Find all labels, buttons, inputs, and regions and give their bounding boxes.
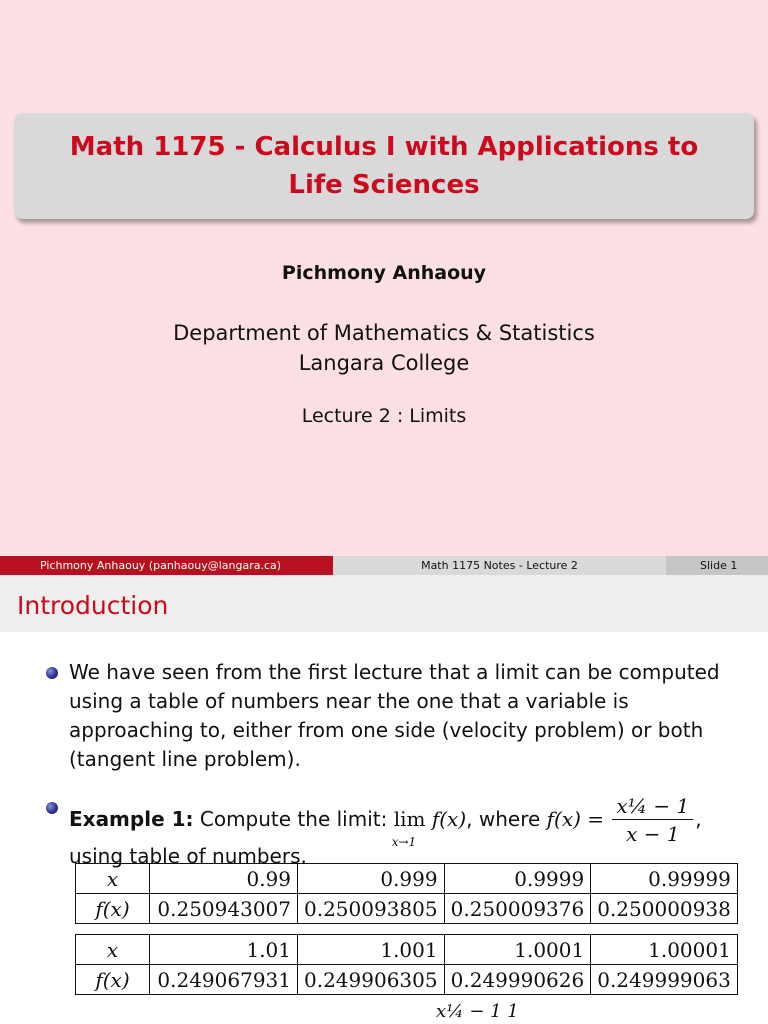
example-label: Example 1: bbox=[69, 807, 194, 831]
table-cell: 0.249067931 bbox=[150, 965, 298, 995]
slide-title: Math 1175 - Calculus I with Applications to Life Sciences bbox=[69, 132, 699, 200]
example-text: Compute the limit: bbox=[199, 807, 388, 831]
table-cell: 1.00001 bbox=[591, 935, 738, 965]
footer-course: Math 1175 Notes - Lecture 2 bbox=[333, 556, 666, 575]
table-cell: 0.249990626 bbox=[444, 965, 591, 995]
fraction bbox=[612, 793, 693, 848]
table-cell: 0.249999063 bbox=[591, 965, 738, 995]
slide-footer bbox=[0, 556, 768, 575]
table-row bbox=[76, 894, 738, 924]
table-cell: 0.250000938 bbox=[591, 894, 738, 924]
bullet-text-1: We have seen from the first lecture that a limit can be computed using a table of numbers near the one that a variable is approaching to, either from one side (velocity problem) or both (tangent line problem). bbox=[69, 660, 720, 771]
lim-subscript: x→1 bbox=[391, 835, 417, 849]
table-cell: 0.99 bbox=[150, 864, 298, 894]
fraction-numerator: x¼ − 1 bbox=[616, 794, 690, 818]
table-cell: 1.0001 bbox=[444, 935, 591, 965]
function-def: f(x) = bbox=[546, 807, 605, 831]
example-text-b: using table of numbers. bbox=[69, 844, 307, 868]
lim-function: f(x) bbox=[431, 807, 467, 831]
table-cell: 0.999 bbox=[298, 864, 445, 894]
table-cell: 0.250093805 bbox=[298, 894, 445, 924]
department: Department of Mathematics & Statistics bbox=[173, 321, 595, 345]
where-text: , where bbox=[466, 807, 541, 831]
fraction-denominator: x − 1 bbox=[612, 819, 693, 848]
table-row bbox=[76, 935, 738, 965]
table-cell: x bbox=[76, 864, 150, 894]
values-table-left bbox=[75, 863, 738, 924]
table-cell: f(x) bbox=[76, 965, 150, 995]
table-cell: 0.9999 bbox=[444, 864, 591, 894]
partial-math-line: x¼ − 1 1 bbox=[436, 1001, 519, 1022]
footer-author: Pichmony Anhaouy (panhaouy@langara.ca) bbox=[0, 556, 333, 575]
bullet-icon bbox=[46, 802, 58, 814]
table-row bbox=[76, 864, 738, 894]
table-row bbox=[76, 965, 738, 995]
table-cell: f(x) bbox=[76, 894, 150, 924]
values-table-right bbox=[75, 934, 738, 995]
footer-slide-number: Slide 1 bbox=[666, 556, 768, 575]
table-cell: x bbox=[76, 935, 150, 965]
table-cell: 1.01 bbox=[150, 935, 298, 965]
frame-title-bar bbox=[0, 575, 768, 632]
table-cell: 0.250009376 bbox=[444, 894, 591, 924]
lecture-title: Lecture 2 : Limits bbox=[301, 405, 467, 427]
bullet-icon bbox=[46, 667, 58, 679]
bullet-text-2 bbox=[69, 793, 749, 871]
introduction-slide bbox=[0, 575, 768, 1024]
table-cell: 0.250943007 bbox=[150, 894, 298, 924]
example-tail: , bbox=[695, 807, 702, 831]
table-cell: 1.001 bbox=[298, 935, 445, 965]
title-box bbox=[14, 113, 754, 219]
table-cell: 0.99999 bbox=[591, 864, 738, 894]
table-cell: 0.249906305 bbox=[298, 965, 445, 995]
frame-title: Introduction bbox=[17, 591, 169, 620]
college: Langara College bbox=[298, 351, 470, 375]
affiliation bbox=[0, 318, 768, 378]
limit-expression bbox=[391, 805, 426, 849]
lim-word: lim bbox=[393, 807, 426, 831]
author-name: Pichmony Anhaouy bbox=[281, 262, 487, 284]
